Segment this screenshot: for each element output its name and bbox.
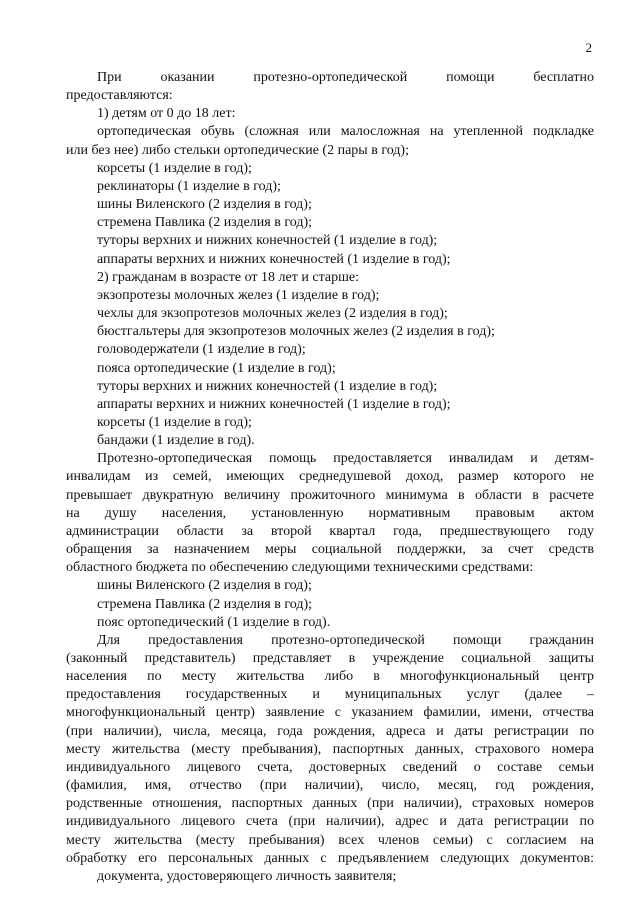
text-line: многофункциональный центр) заявление с указанием фамилии, имени, отчества	[66, 705, 594, 721]
text-line: превышает двукратную величину прожиточного минимума в области в расчете	[66, 487, 594, 503]
text-line: обращения за назначением меры социальной поддержки, за счет средств	[66, 542, 594, 558]
text-line: Протезно-ортопедическая помощь предоставляется инвалидам и детям-	[97, 451, 594, 467]
text-line: месту жительства (месту пребывания), паспортных данных, страхового номера	[66, 741, 594, 757]
text-line: ортопедическая обувь (сложная или малосложная на утепленной подкладке	[97, 124, 594, 140]
page-number: 2	[585, 40, 592, 55]
text-line: областного бюджета по обеспечению следующими техническими средствами:	[66, 560, 534, 576]
text-line: пояс ортопедический (1 изделие в год).	[97, 614, 331, 630]
text-line: или без нее) либо стельки ортопедические (2 пары в год);	[66, 142, 409, 158]
text-line: туторы верхних и нижних конечностей (1 изделие в год);	[97, 378, 438, 394]
text-line: шины Виленского (2 изделия в год);	[97, 197, 312, 213]
text-line: Для предоставления протезно-ортопедической помощи гражданин	[97, 632, 594, 648]
text-line: администрации области за второй квартал года, предшествующего году	[66, 523, 594, 539]
text-line: бюстгальтеры для экзопротезов молочных желез (2 изделия в год);	[97, 324, 495, 340]
document-body	[66, 69, 594, 886]
text-line: индивидуального лицевого счета, достоверных сведений о составе семьи	[66, 759, 594, 775]
text-line: стремена Павлика (2 изделия в год);	[97, 596, 312, 612]
text-line: чехлы для экзопротезов молочных желез (2 изделия в год);	[97, 306, 448, 322]
text-line: родственные отношения, паспортных данных (при наличии), страховых номеров	[66, 796, 594, 812]
text-line: (при наличии), числа, месяца, года рождения, адреса и даты регистрации по	[66, 723, 594, 739]
text-line: индивидуального лицевого счета (при наличии), адрес и дата регистрации по	[66, 814, 594, 830]
text-line: корсеты (1 изделие в год);	[97, 414, 252, 430]
text-line: шины Виленского (2 изделия в год);	[97, 578, 312, 594]
text-line: экзопротезы молочных желез (1 изделие в год);	[97, 287, 380, 303]
text-line: 1) детям от 0 до 18 лет:	[97, 106, 236, 122]
text-line: 2) гражданам в возрасте от 18 лет и старше:	[97, 269, 359, 285]
text-line: документа, удостоверяющего личность заявителя;	[97, 868, 397, 884]
text-line: корсеты (1 изделие в год);	[97, 160, 252, 176]
text-line: пояса ортопедические (1 изделие в год);	[97, 360, 336, 376]
text-line: населения по месту жительства либо в многофункциональный центр	[66, 669, 594, 685]
text-line: стремена Павлика (2 изделия в год);	[97, 215, 312, 231]
text-line: предоставления государственных и муниципальных услуг (далее –	[66, 687, 594, 703]
text-line: (законный представитель) представляет в учреждение социальной защиты	[66, 651, 594, 666]
text-line: обработку его персональных данных с предъявлением следующих документов:	[66, 850, 594, 866]
text-line: аппараты верхних и нижних конечностей (1 изделие в год);	[97, 251, 451, 267]
text-line: (фамилия, имя, отчество (при наличии), число, месяц, год рождения,	[66, 778, 594, 794]
text-line: месту жительства (месту пребывания) всех членов семьи) с согласием на	[66, 832, 594, 848]
text-line: бандажи (1 изделие в год).	[97, 433, 255, 449]
text-line: туторы верхних и нижних конечностей (1 изделие в год);	[97, 233, 438, 249]
text-line: При оказании протезно-ортопедической помощи бесплатно	[97, 70, 594, 85]
text-line: головодержатели (1 изделие в год);	[97, 342, 306, 358]
text-line: аппараты верхних и нижних конечностей (1 изделие в год);	[97, 396, 451, 412]
text-line: на душу населения, установленную нормативным правовым актом	[66, 505, 594, 521]
text-line: реклинаторы (1 изделие в год);	[97, 178, 281, 194]
text-line: предоставляются:	[66, 88, 173, 104]
text-line: инвалидам из семей, имеющих среднедушевой доход, размер которого не	[66, 469, 594, 485]
